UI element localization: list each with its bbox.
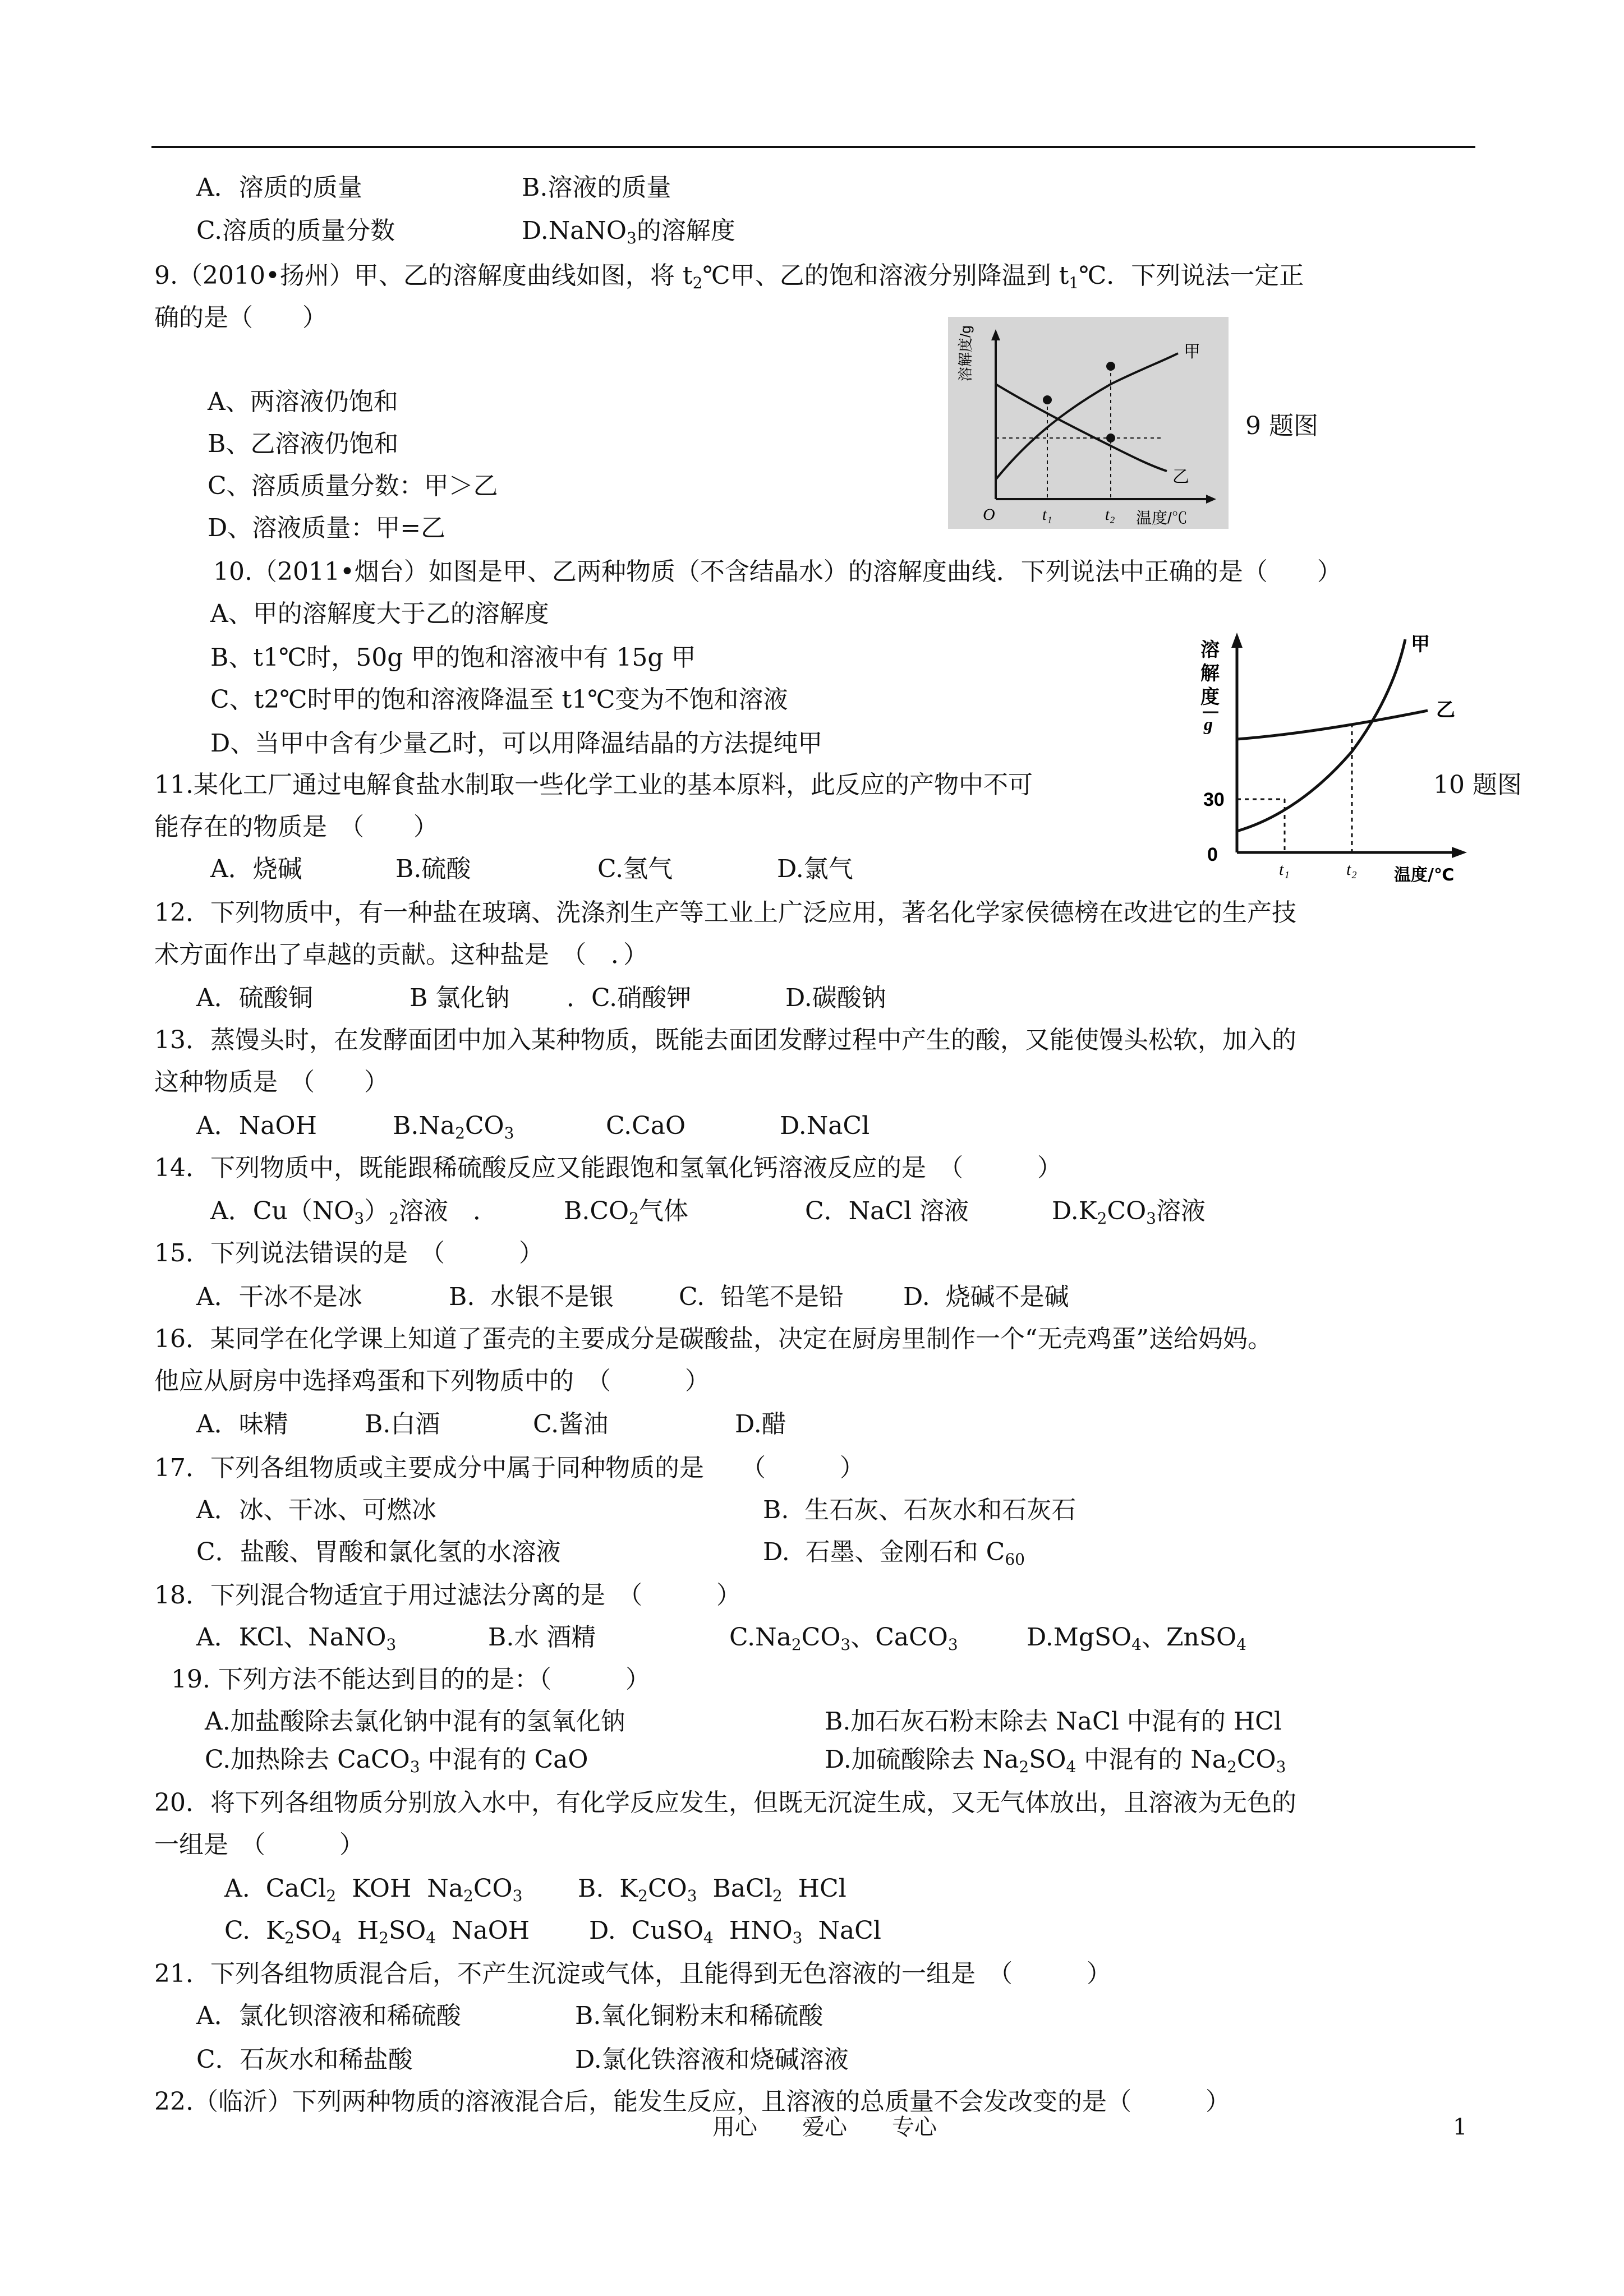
footer-middle: 爱心: [802, 2114, 847, 2140]
fig10-curve-b: [1237, 711, 1428, 739]
fig10-curve-a: [1237, 639, 1405, 831]
footer-right: 专心: [892, 2114, 937, 2140]
text-segment: $C.Na_2CO_3$、CaCO$_3$: [729, 1623, 958, 1654]
fig9-point-b-t2: [1106, 434, 1115, 442]
text-segment: 这种物质是 （ ）: [154, 1068, 389, 1096]
text-segment: B.溶液的质量: [522, 173, 671, 202]
fig10-xlabel: 温度/℃: [1394, 865, 1455, 885]
text-segment: B.白酒: [365, 1410, 440, 1439]
fig10-origin: 0: [1207, 844, 1218, 865]
figure-9-caption: 9 题图: [1245, 412, 1318, 440]
text-segment: D.NaNO$_3$的溶解度: [522, 216, 735, 247]
text-segment: B 氯化钠: [410, 984, 510, 1012]
text-segment: A．干冰不是冰: [196, 1283, 362, 1311]
text-segment: A、两溶液仍饱和: [208, 388, 398, 416]
text-segment: B、t1℃时，50g 甲的饱和溶液中有 15g 甲: [210, 643, 696, 672]
fig10-y-arrow: [1231, 633, 1243, 648]
fig10-curve-b-label: 乙: [1436, 699, 1455, 721]
text-segment: D.碳酸钠: [785, 984, 886, 1012]
text-segment: A．KCl、NaNO$_3$: [196, 1623, 397, 1654]
text-segment: 一组是 （ ）: [154, 1831, 364, 1859]
text-segment: A．味精: [196, 1410, 288, 1439]
text-segment: 10.（2011•烟台）如图是甲、乙两种物质（不含结晶水）的溶解度曲线．下列说法中正确的是（ ）: [213, 557, 1342, 586]
text-segment: 能存在的物质是 （ ）: [154, 813, 438, 841]
text-segment: 19. 下列方法不能达到目的的是：（ ）: [171, 1665, 650, 1694]
text-segment: D、当甲中含有少量乙时，可以用降温结晶的方法提纯甲: [210, 729, 823, 758]
text-segment: B.硫酸: [395, 855, 471, 883]
text-segment: D. 石墨、金刚石和 $C_{60}$: [763, 1538, 1025, 1569]
text-segment: ．C.硝酸钾: [567, 984, 692, 1012]
text-segment: $B.Na_2CO_3$: [393, 1112, 514, 1142]
text-segment: B. 水银不是银: [449, 1283, 614, 1311]
text-segment: D. 烧碱不是碱: [903, 1283, 1069, 1311]
fig10-ylabel-3: 度: [1200, 686, 1220, 708]
text-segment: D.MgSO$_4$、ZnSO$_4$: [1027, 1623, 1246, 1654]
fig10-ylabel-1: 溶: [1200, 639, 1220, 661]
text-segment: 确的是（ ）: [154, 303, 327, 332]
figure-9-svg: [948, 317, 1229, 529]
fig9-point-a-t2: [1106, 362, 1115, 371]
fig9-x-arrow: [1206, 495, 1216, 504]
figure-10-caption: 10 题图: [1433, 771, 1522, 799]
text-segment: C.酱油: [533, 1410, 609, 1439]
text-segment: A、甲的溶解度大于乙的溶解度: [210, 600, 549, 628]
text-segment: B、乙溶液仍饱和: [208, 430, 399, 458]
fig9-curve-a: [996, 353, 1178, 480]
fig9-curve-a-label: 甲: [1184, 342, 1200, 362]
text-segment: 11.某化工厂通过电解食盐水制取一些化学工业的基本原料，此反应的产物中不可: [154, 771, 1033, 799]
text-segment: C.加热除去 CaCO$_3$ 中混有的 CaO: [205, 1745, 588, 1776]
page-number: 1: [1453, 2114, 1467, 2140]
text-segment: B.水 酒精: [488, 1623, 596, 1652]
text-segment: A．冰、干冰、可燃冰: [196, 1496, 436, 1524]
text-segment: 22.（临沂）下列两种物质的溶液混合后，能发生反应，且溶液的总质量不会发改变的是（ ）: [154, 2087, 1230, 2116]
text-segment: B. 生石灰、石灰水和石灰石: [763, 1496, 1076, 1524]
text-segment: 他应从厨房中选择鸡蛋和下列物质中的 （ ）: [154, 1367, 710, 1395]
fig9-curve-b: [996, 384, 1167, 471]
text-segment: B.加石灰石粉末除去 NaCl 中混有的 HCl: [825, 1707, 1282, 1736]
fig9-ylabel: 溶解度/g: [957, 325, 974, 381]
figure-10-solubility-chart: [1184, 628, 1475, 886]
text-segment: 16．某同学在化学课上知道了蛋壳的主要成分是碳酸盐，决定在厨房里制作一个“无壳鸡蛋”送给妈妈。: [154, 1325, 1272, 1353]
text-segment: D.氯化铁溶液和烧碱溶液: [575, 2045, 849, 2074]
text-segment: 15．下列说法错误的是 （ ）: [154, 1239, 544, 1267]
text-segment: C、溶质质量分数：甲＞乙: [208, 472, 498, 500]
text-segment: D.加硫酸除去 $Na_2SO_4$ 中混有的 $Na_2CO_3$: [825, 1745, 1286, 1776]
text-segment: B.氧化铜粉末和稀硫酸: [575, 2002, 823, 2030]
text-segment: A．硫酸铜: [196, 984, 313, 1012]
text-segment: 20．将下列各组物质分别放入水中，有化学反应发生，但既无沉淀生成，又无气体放出，且溶液为无色的: [154, 1788, 1296, 1817]
text-segment: A．$Cu(NO_3)_2$溶液 ．: [210, 1197, 498, 1228]
fig9-point-intersect: [1043, 395, 1052, 404]
text-segment: 17．下列各组物质或主要成分中属于同种物质的是 （ ）: [154, 1454, 864, 1482]
text-segment: 术方面作出了卓越的贡献。这种盐是 （ ．）: [154, 940, 648, 969]
text-segment: C.溶质的质量分数: [196, 216, 395, 245]
text-segment: A．NaOH: [196, 1112, 317, 1140]
text-segment: 14．下列物质中，既能跟稀硫酸反应又能跟饱和氢氧化钙溶液反应的是 （ ）: [154, 1154, 1062, 1182]
text-segment: 9.（2010•扬州）甲、乙的溶解度曲线如图，将 $t_2℃$甲、乙的饱和溶液分别降温到 $t_1℃$．下列说法一定正: [154, 261, 1304, 292]
fig10-t2-label: t₂: [1346, 860, 1357, 879]
fig9-y-arrow: [991, 329, 1000, 340]
fig10-curve-a-label: 甲: [1411, 633, 1430, 656]
header-rule: [151, 146, 1475, 148]
text-segment: B. $K_2CO_3$ BaCl$_2$ HCl: [578, 1874, 846, 1905]
text-segment: C. $K_2SO_4$ $H_2SO_4$ NaOH: [224, 1916, 530, 1947]
text-segment: C．盐酸、胃酸和氯化氢的水溶液: [196, 1538, 561, 1566]
text-segment: C. 铅笔不是铅: [679, 1283, 844, 1311]
fig10-t1-label: t₁: [1279, 860, 1290, 879]
text-segment: 12．下列物质中，有一种盐在玻璃、洗涤剂生产等工业上广泛应用，著名化学家侯德榜在改进它的生产技: [154, 898, 1296, 927]
text-segment: 13．蒸馒头时，在发酵面团中加入某种物质，既能去面团发酵过程中产生的酸，又能使馒头松软，加入的: [154, 1026, 1296, 1054]
text-segment: A．溶质的质量: [196, 173, 362, 202]
text-segment: A．烧碱: [210, 855, 302, 883]
text-segment: D.NaCl: [780, 1112, 870, 1140]
text-segment: $D.K_2CO_3$溶液: [1052, 1197, 1206, 1228]
text-segment: D. CuSO$_4$ $HNO_3$ NaCl: [589, 1916, 881, 1947]
text-segment: 18．下列混合物适宜于用过滤法分离的是 （ ）: [154, 1581, 741, 1610]
fig10-ylabel-4: g: [1204, 714, 1213, 734]
text-segment: C．NaCl 溶液: [805, 1197, 969, 1225]
fig10-x-arrow: [1452, 847, 1467, 858]
text-segment: C.CaO: [606, 1112, 686, 1140]
fig9-origin: O: [983, 505, 995, 524]
figure-10-svg: [1184, 628, 1475, 886]
text-segment: $B.CO_2$气体: [564, 1197, 688, 1228]
text-segment: D.醋: [735, 1410, 786, 1439]
fig9-xlabel: 温度/℃: [1136, 509, 1188, 527]
text-segment: C、t2℃时甲的饱和溶液降温至 t1℃变为不饱和溶液: [210, 685, 788, 714]
text-segment: C．石灰水和稀盐酸: [196, 2045, 413, 2074]
footer-left: 用心: [712, 2114, 757, 2140]
fig9-curve-b-label: 乙: [1172, 467, 1189, 487]
text-segment: D、溶液质量：甲=乙: [208, 514, 446, 542]
text-segment: A．氯化钡溶液和稀硫酸: [196, 2002, 461, 2030]
text-segment: A.加盐酸除去氯化钠中混有的氢氧化钠: [205, 1707, 625, 1736]
fig9-t2-label: t₂: [1105, 506, 1115, 524]
text-segment: A. CaCl$_2$ KOH $Na_2CO_3$: [224, 1874, 523, 1905]
text-segment: D.氯气: [777, 855, 853, 883]
text-segment: 21．下列各组物质混合后，不产生沉淀或气体，且能得到无色溶液的一组是 （ ）: [154, 1960, 1111, 1988]
fig10-ytick-30: 30: [1203, 789, 1225, 810]
fig9-t1-label: t₁: [1042, 506, 1052, 524]
figure-9-solubility-chart: [948, 317, 1229, 529]
text-segment: C.氢气: [597, 855, 673, 883]
fig10-ylabel-2: 解: [1200, 662, 1220, 685]
